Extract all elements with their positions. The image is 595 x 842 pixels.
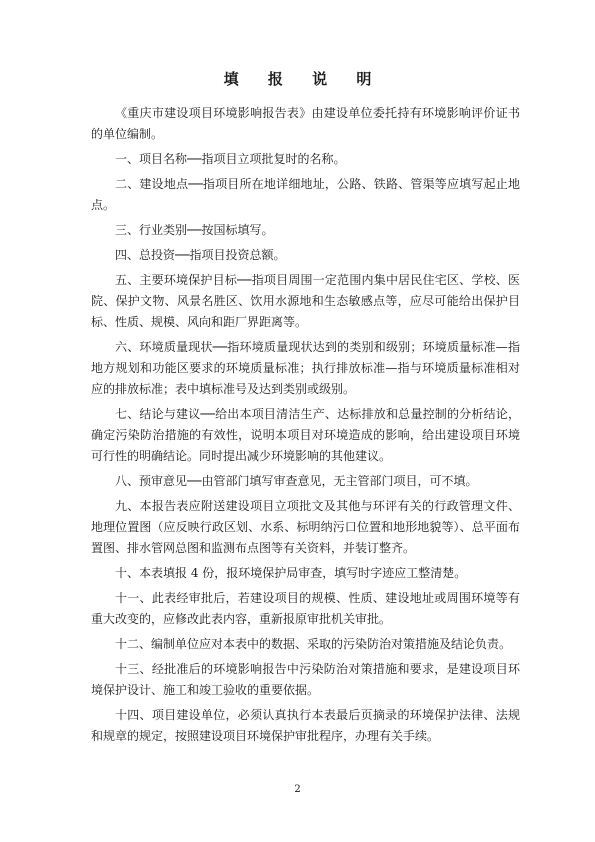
instructions-body (91, 103, 520, 747)
item-2-location: 二、建设地点──指项目所在地详细地址，公路、铁路、管渠等应填写起止地点。 (91, 177, 520, 212)
page-title: 填 报 说 明 (223, 70, 384, 88)
item-11-changes: 十一、此表经审批后，若建设项目的规模、性质、建设地址或周围环境等有重大改变的，应修改此表内容，重新报原审批机关审批。 (91, 591, 520, 626)
item-8-pre-review: 八、预审意见──由管部门填写审查意见，无主管部门项目，可不填。 (115, 474, 478, 488)
item-12-responsibility: 十二、编制单位应对本表中的数据、采取的污染防治对策措施及结论负责。 (115, 637, 512, 651)
item-9-attachments: 九、本报告表应附送建设项目立项批文及其他与环评有关的行政管理文件、地理位置图（应反映行政区划、水系、标明纳污口位置和地形地貌等）、总平面布置图、排水管网总图和监测布点图等有关资料，并装订整齐。 (91, 499, 520, 555)
item-14-procedures: 十四、项目建设单位，必须认真执行本表最后页摘录的环境保护法律、法规和规章的规定，按照建设项目环境保护审批程序，办理有关手续。 (91, 708, 520, 743)
item-7-conclusion: 七、结论与建议──给出本项目清洁生产、达标排放和总量控制的分析结论，确定污染防治措施的有效性，说明本项目对环境造成的影响，给出建设项目环境可行性的明确结论。同时提出减少环境影响的其他建议。 (91, 407, 520, 463)
item-5-protection-targets: 五、主要环境保护目标──指项目周围一定范围内集中居民住宅区、学校、医院、保护文物、风景名胜区、饮用水源地和生态敏感点等，应尽可能给出保护目标、性质、规模、风向和距厂界距离等。 (91, 273, 520, 329)
page-number: 2 (294, 784, 301, 795)
item-10-copies: 十、本表填报 4 份，报环境保护局审查，填写时字迹应工整清楚。 (115, 566, 467, 580)
intro-paragraph: 《重庆市建设项目环境影响报告表》由建设单位委托持有环境影响评价证书的单位编制。 (91, 106, 520, 141)
item-6-environment-quality: 六、环境质量现状──指环境质量现状达到的类别和级别；环境质量标准—指地方规划和功能区要求的环境质量标准；执行排放标准—指与环境质量标准相对应的排放标准；表中填标准号及达到类别或级别。 (91, 340, 520, 396)
item-1-project-name: 一、项目名称──指项目立项批复时的名称。 (115, 152, 346, 166)
item-13-basis: 十三、经批准后的环境影响报告中污染防治对策措施和要求，是建设项目环境保护设计、施工和竣工验收的重要依据。 (91, 662, 520, 697)
item-3-industry: 三、行业类别──按国标填写。 (115, 223, 274, 237)
item-4-investment: 四、总投资──指项目投资总额。 (115, 248, 286, 262)
